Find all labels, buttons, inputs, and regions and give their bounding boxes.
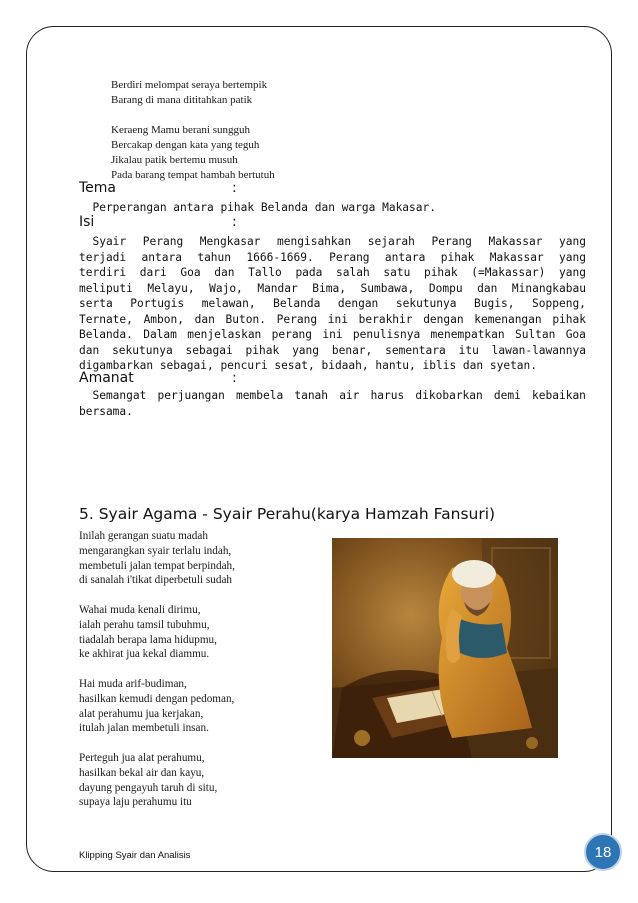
word: Wajo, [209,281,243,295]
word: yang [559,235,586,248]
word: Ternate, [79,312,133,326]
word: yang [559,250,586,264]
word: sementara [385,343,446,357]
word: Perang [142,235,184,248]
isi-line [79,312,586,328]
word: itu [458,343,479,357]
isi-colon: : [232,214,237,230]
amanat-heading [79,370,237,386]
word: Syair [79,235,127,248]
word: Dompu [428,281,463,295]
amanat-text [79,388,586,419]
tema-label: Tema [79,180,117,196]
word: Perang [329,250,370,264]
isi-heading [79,214,237,230]
word: yang [292,343,320,357]
word: (=Makassar) [471,266,546,279]
word: dan [79,343,100,357]
word: Mandar [257,281,298,295]
word: perang [271,328,313,341]
word: Portugis [130,297,185,310]
isi-text [79,234,586,374]
word: pada [295,266,323,279]
poem-line: itulah jalan membetuli insan. [79,722,209,735]
word: melawan, [201,297,256,310]
word: mengisahkan [277,235,352,248]
verse-line: Jikalau patik bertemu musuh [111,154,238,166]
word: dikobarkan [415,389,483,402]
word: perjuangan [157,389,225,402]
word: penulisnya [352,328,421,341]
poem-stanza [79,751,235,810]
word: Tallo [248,266,282,279]
poem-line: hasilkan bekal air dan kayu, [79,766,205,779]
isi-line [79,281,586,297]
word: 1666-1669. [246,250,314,264]
tema-text [79,200,586,216]
footer-text: Klipping Syair dan Analisis [79,850,191,861]
amanat-colon: : [232,370,237,386]
word: ini [322,328,343,341]
word: dan [214,266,235,279]
word: berakhir [358,312,413,326]
page-number-badge: 18 [584,833,622,871]
word: Bugis, [474,297,515,310]
poem-stanza [79,677,235,736]
poem-line: dayung pengayuh taruh di situ, [79,781,218,794]
word: meliputi [79,281,133,295]
verse-line: Keraeng Mamu berani sungguh [111,124,250,136]
word: Bima, [312,281,346,295]
tema-line: Perperangan antara pihak Belanda dan warga Makasar. [79,201,436,214]
poem-line: Hai muda arif-budiman, [79,677,187,690]
section-title: 5. Syair Agama - Syair Perahu(karya Hamzah Fansuri) [79,505,496,523]
word: menempatkan [430,328,505,341]
poem-line: membetuli jalan tempat berpindah, [79,559,235,572]
verse-line: Berdiri melompat seraya bertempik [111,79,268,91]
poem-stanza [79,529,235,588]
isi-line [79,250,586,266]
poem-line: ke akhirat jua kekal diammu. [79,648,210,661]
word: menjelaskan [187,328,262,341]
word: Goa [180,266,201,279]
word: Belanda. [79,328,133,341]
isi-line: digambarkan sebagai, pencuri sesat, bidaah, hantu, iblis dan syetan. [79,359,538,372]
word: Melayu, [147,281,195,295]
word: pihak [245,343,280,357]
word: yang [559,266,586,279]
isi-label: Isi [79,214,95,230]
isi-line [79,296,586,312]
tema-colon: : [232,180,237,196]
word: Ambon, [143,312,184,326]
poem-line: mengarangkan syair terlalu indah, [79,544,232,557]
amanat-line [79,388,586,404]
word: terjadi [79,250,127,264]
top-verses [111,78,275,183]
word: Perang [276,312,318,326]
word: kemenangan [474,312,542,326]
word: Dalam [143,328,177,341]
word: pihak [423,266,458,279]
word: satu [383,266,411,279]
poem-line: Perteguh jua alat perahumu, [79,751,205,764]
word: sejarah [367,235,415,248]
verse-line: Barang di mana dititahkan patik [111,94,253,106]
isi-line [79,327,586,343]
verse-line [111,108,275,123]
word: harus [370,389,405,402]
isi-line [79,343,586,359]
poem-line: hasilkan kemudi dengan pedoman, [79,692,235,705]
syair-perahu-poem [79,529,235,825]
word: sebagai [185,343,233,357]
word: demi [493,389,521,402]
word: Perang [431,235,472,248]
word: sekutunya [112,343,173,357]
poem-line: di sanalah i'tikat diperbetuli sudah [79,574,233,587]
scholar-reading-painting [332,538,558,758]
poem-line: tiadalah berapa lama hidupmu, [79,633,217,646]
word: pihak [440,250,475,264]
word: salah [336,266,370,279]
poem-line: supaya laju perahumu itu [79,796,192,809]
word: Makassar [489,250,544,264]
poem-line: ialah perahu tamsil tubuhmu, [79,618,210,631]
poem-line: Inilah gerangan suatu madah [79,530,208,542]
word: Soppeng, [532,297,586,310]
word: membela [236,389,284,402]
word: sekutunya [395,297,457,310]
tema-heading [79,180,237,196]
word: dan [477,281,498,295]
word: Sultan [514,328,556,341]
word: tahun [197,250,232,264]
poem-line: alat perahumu jua kerjakan, [79,707,204,720]
verse-line: Bercakap dengan kata yang teguh [111,139,260,151]
word: antara [384,250,426,264]
word: Minangkabau [511,281,586,295]
word: terdiri [79,266,127,279]
word: benar, [331,343,373,357]
word: antara [141,250,182,264]
word: kebaikan [532,389,586,402]
word: Goa [565,328,586,341]
word: Makassar [488,235,543,248]
word: Buton. [225,312,266,326]
word: air [339,389,360,402]
word: Semangat [79,389,147,402]
amanat-label: Amanat [79,370,134,386]
word: Sumbawa, [360,281,415,295]
word: lawan-lawannya [491,343,586,357]
word: Belanda [273,297,321,310]
word: dengan [337,297,379,310]
word: Mengkasar [199,235,261,248]
word: dengan [423,312,464,326]
verse-line: Pada barang tempat hambah bertutuh [111,169,275,181]
poem-stanza [79,603,235,662]
word: dan [194,312,215,326]
isi-line [79,234,586,250]
amanat-line: bersama. [79,404,133,418]
isi-line [79,265,586,281]
word: serta [79,297,113,310]
word: tanah [294,389,329,402]
word: dari [139,266,167,279]
word: ini [327,312,348,326]
word: pihak [552,312,586,326]
poem-line: Wahai muda kenali dirimu, [79,603,201,616]
